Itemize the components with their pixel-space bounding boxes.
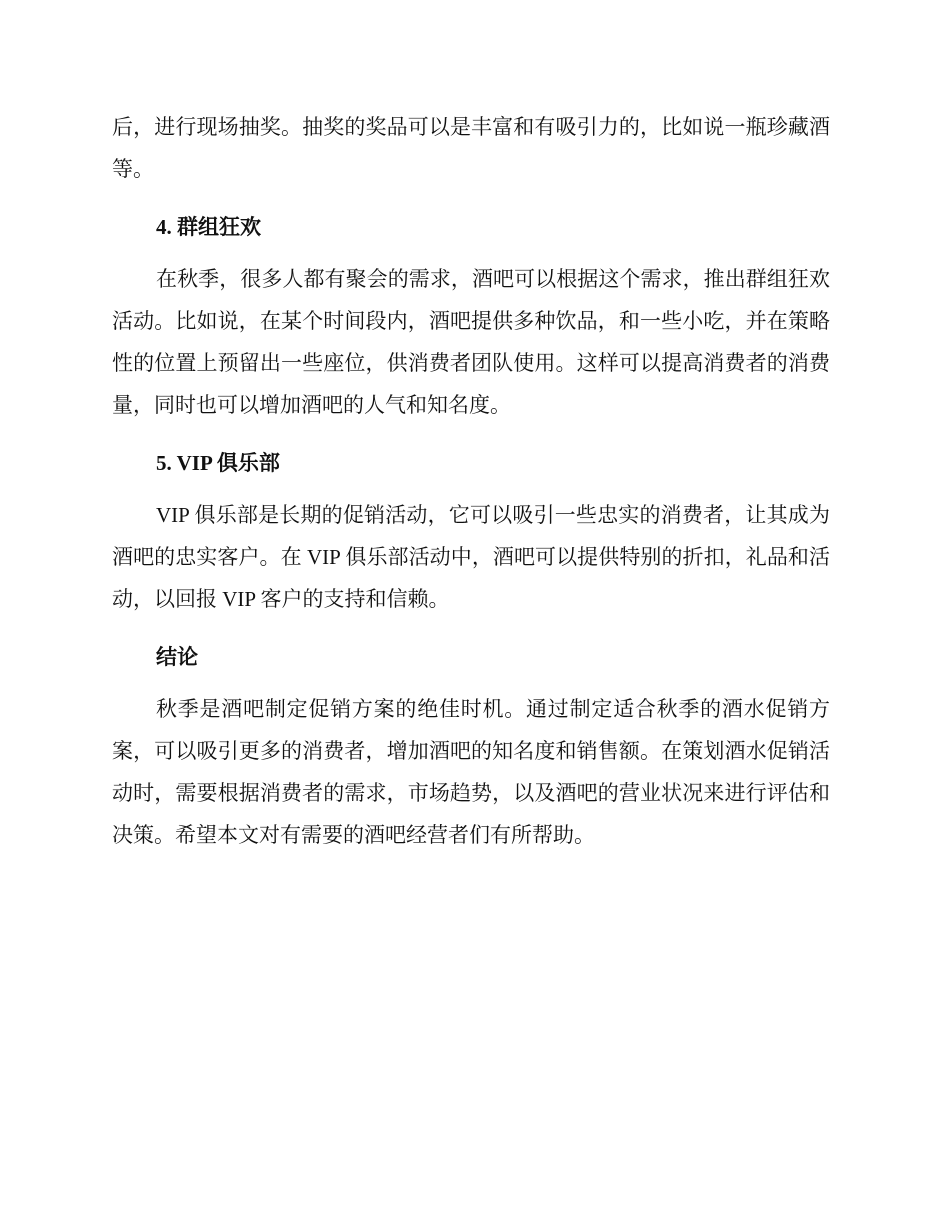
section-body-conclusion: 秋季是酒吧制定促销方案的绝佳时机。通过制定适合秋季的酒水促销方案，可以吸引更多的消费者，增加酒吧的知名度和销售额。在策划酒水促销活动时，需要根据消费者的需求，市场趋势，以及酒吧的营业状况来进行评估和决策。希望本文对有需要的酒吧经营者们有所帮助。 [112, 697, 830, 847]
spacer [112, 426, 830, 434]
section-body-group-party: 在秋季，很多人都有聚会的需求，酒吧可以根据这个需求，推出群组狂欢活动。比如说，在某个时间段内，酒吧提供多种饮品，和一些小吃，并在策略性的位置上预留出一些座位，供消费者团队使用。这样可以提高消费者的消费量，同时也可以增加酒吧的人气和知名度。 [112, 267, 830, 417]
spacer [112, 620, 830, 628]
section-heading-vip-club: 5. VIP 俱乐部 [156, 451, 280, 475]
paragraph-intro: 后，进行现场抽奖。抽奖的奖品可以是丰富和有吸引力的，比如说一瓶珍藏酒等。 [112, 115, 830, 181]
document-body [112, 106, 830, 856]
section-heading-group-party: 4. 群组狂欢 [156, 215, 261, 239]
section-body-vip-club: VIP 俱乐部是长期的促销活动，它可以吸引一些忠实的消费者，让其成为酒吧的忠实客户。在 VIP 俱乐部活动中，酒吧可以提供特别的折扣，礼品和活动，以回报 VIP 客户的支持和信赖。 [112, 503, 830, 611]
section-heading-conclusion: 结论 [156, 645, 198, 669]
spacer [112, 190, 830, 198]
